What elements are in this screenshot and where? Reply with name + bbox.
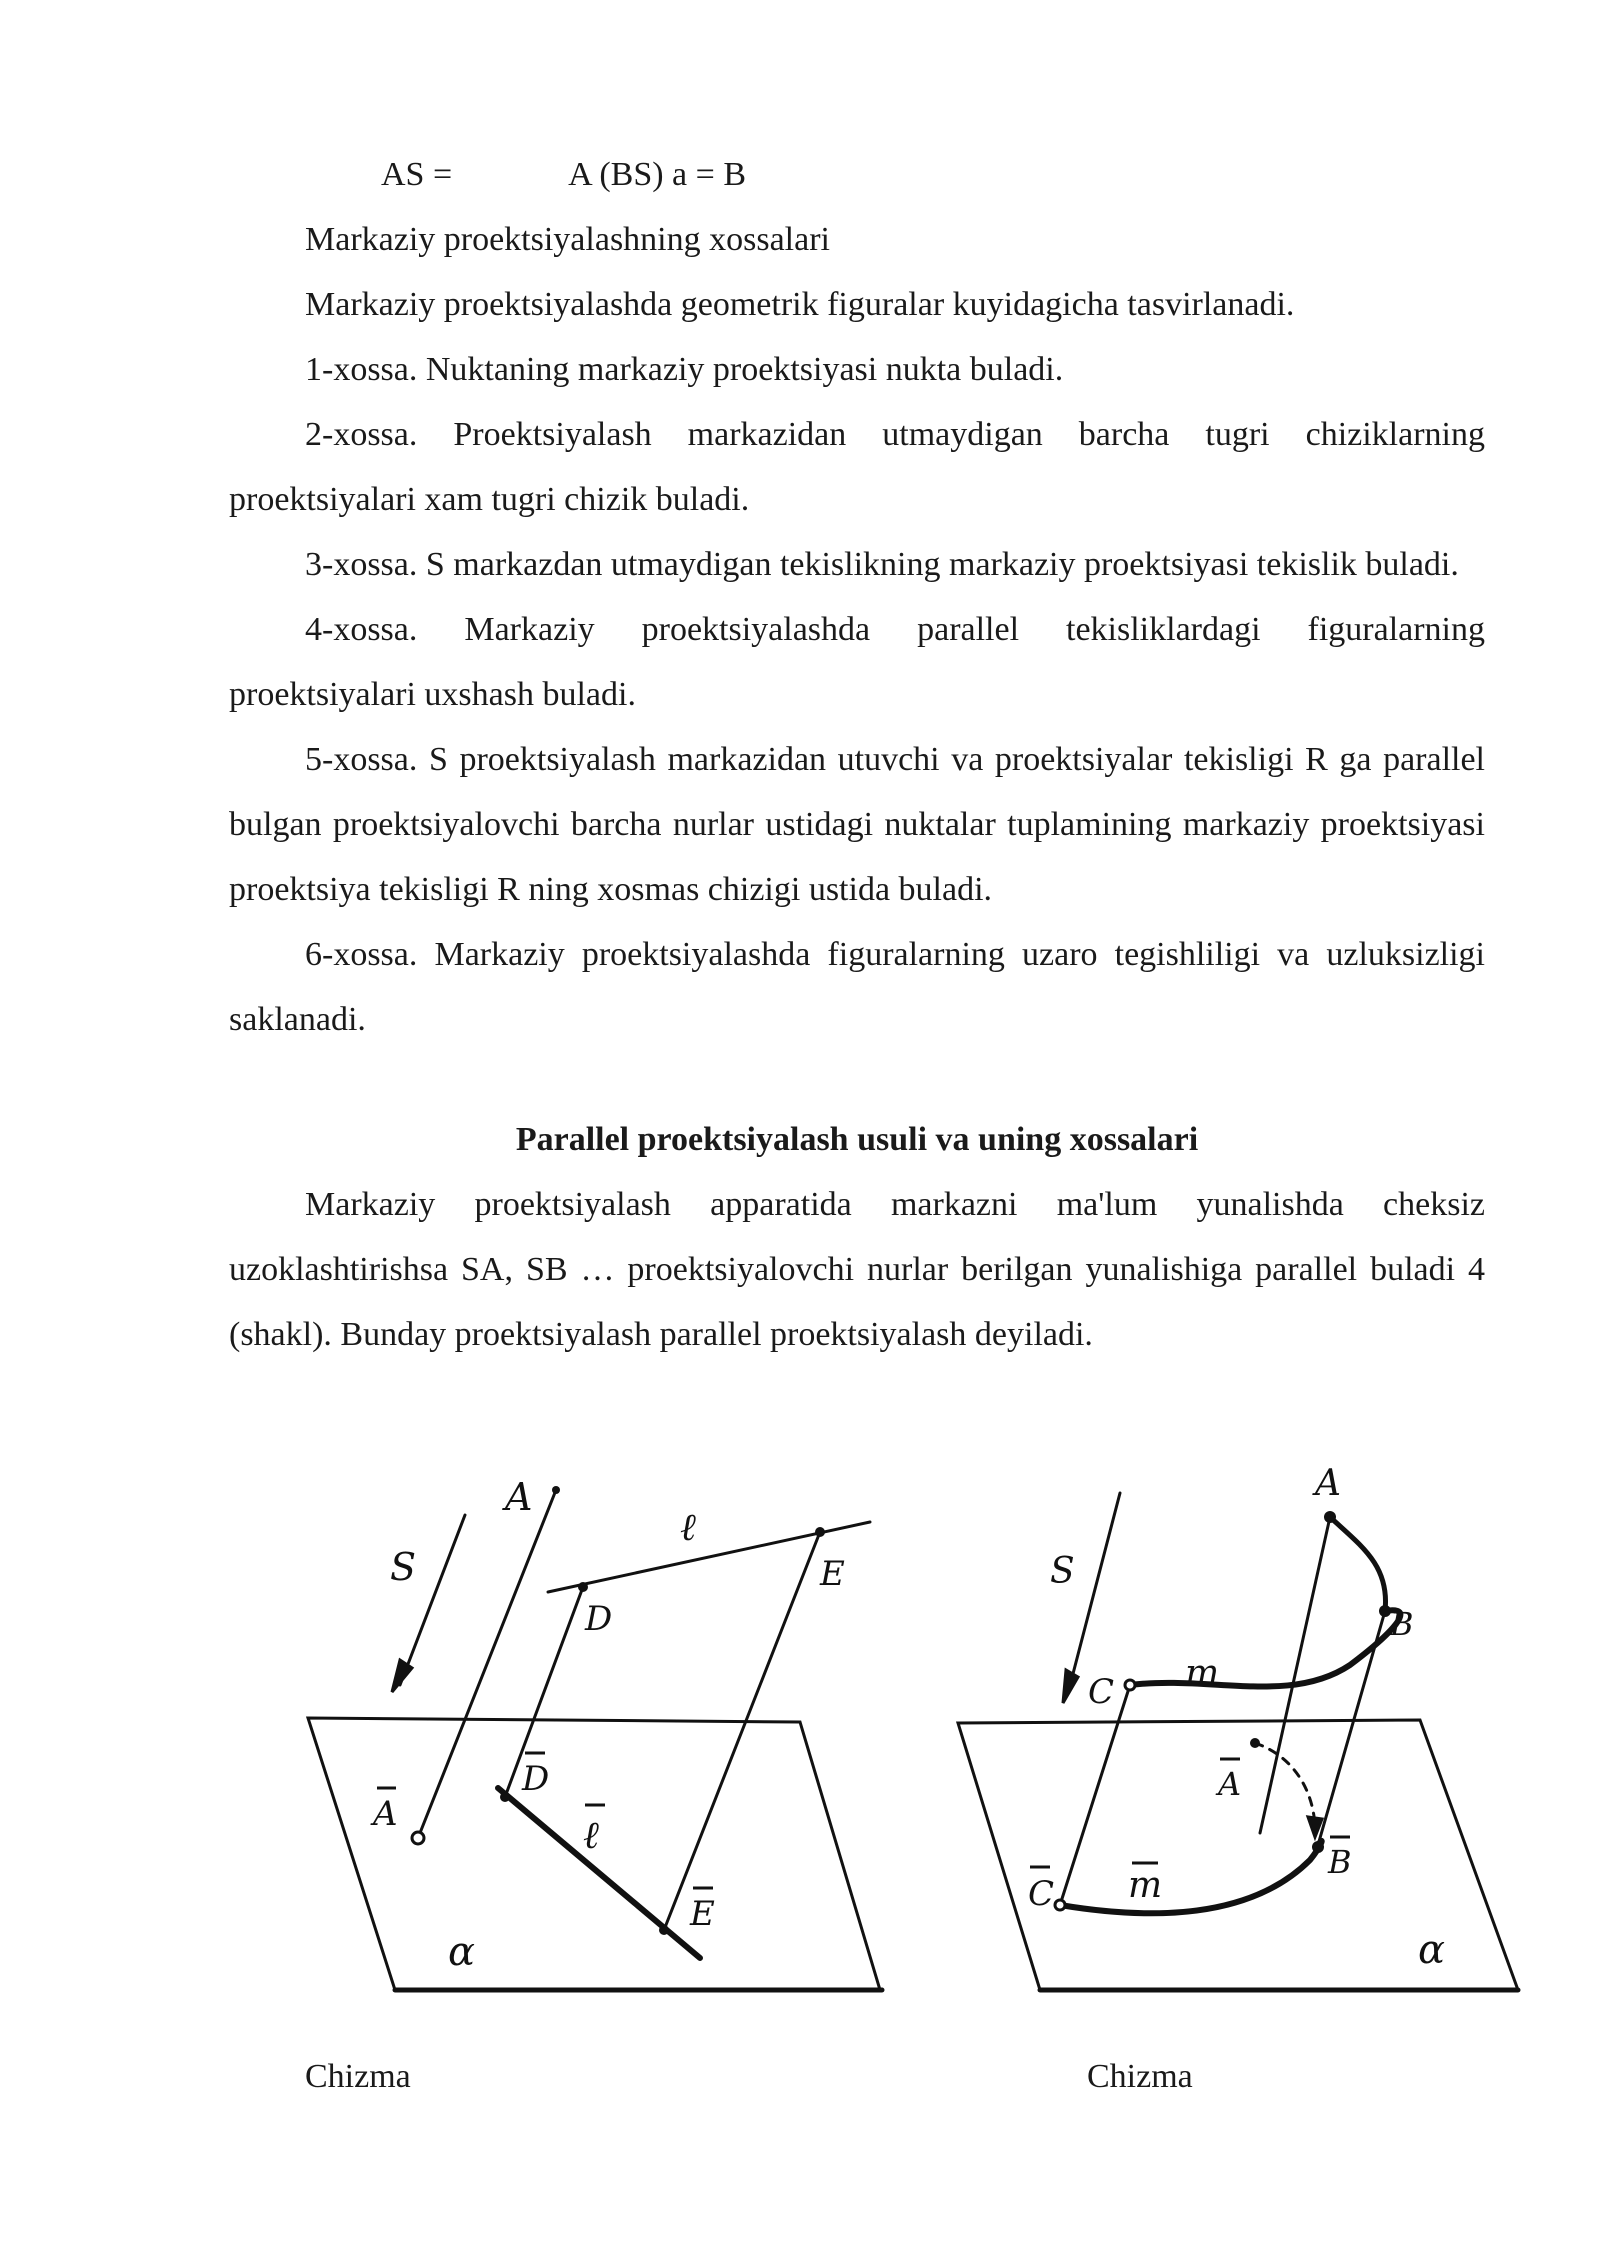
label-d: D: [585, 1599, 613, 1639]
label-e: E: [820, 1554, 845, 1594]
formula-left: AS =: [381, 156, 453, 193]
text-body: [229, 142, 1485, 1367]
label-a: A: [1315, 1465, 1341, 1504]
label-s: S: [1050, 1551, 1075, 1592]
label-a-bar: A: [1218, 1765, 1242, 1803]
label-m: m: [1185, 1653, 1220, 1694]
paragraph: Markaziy proektsiyalashda geometrik figuralar kuyidagicha tasvirlanadi.: [305, 286, 1295, 323]
label-b: B: [1390, 1605, 1414, 1643]
paragraph: Markaziy proektsiyalashning xossalari: [305, 221, 830, 258]
label-l-bar: ℓ: [583, 1813, 599, 1857]
paragraph: 3-xossa. S markazdan utmaydigan tekislikning markaziy proektsiyasi tekislik buladi.: [305, 546, 1459, 583]
formula-line: [229, 142, 1485, 207]
label-alpha: α: [1418, 1927, 1446, 1973]
label-l: ℓ: [680, 1505, 696, 1549]
label-s: S: [390, 1545, 417, 1589]
paragraph: 4-xossa. Markaziy proektsiyalashda parallel tekisliklardagi figuralarning proektsiyalari uxshash buladi.: [229, 611, 1485, 713]
label-d-bar: D: [522, 1759, 550, 1799]
paragraph: 5-xossa. S proektsiyalash markazidan utuvchi va proektsiyalar tekisligi R ga parallel bulgan proektsiyalovchi barcha nurlar ustidagi nuktalar tuplamining markaziy proektsiyasi proektsiya tekisligi R ning xosmas chizigi ustida buladi.: [229, 741, 1485, 908]
figure-parallel-projection-curve: [950, 1465, 1530, 2005]
figure-parallel-projection-line: [300, 1470, 900, 2010]
paragraph: 1-xossa. Nuktaning markaziy proektsiyasi nukta buladi.: [305, 351, 1064, 388]
label-alpha: α: [448, 1929, 476, 1975]
figure-caption: Chizma: [305, 2058, 411, 2095]
label-c: C: [1088, 1672, 1115, 1712]
paragraph: Markaziy proektsiyalash apparatida markazni ma'lum yunalishda cheksiz uzoklashtirishsa SA, SB … proektsiyalovchi nurlar berilgan yunalishiga parallel buladi 4 (shakl). Bunday proektsiyalash parallel proektsiyalash deyiladi.: [229, 1186, 1485, 1353]
paragraph: 6-xossa. Markaziy proektsiyalashda figuralarning uzaro tegishliligi va uzluksizligi saklanadi.: [229, 936, 1485, 1038]
formula-right: A (BS) a = B: [568, 156, 746, 193]
label-e-bar: E: [690, 1894, 715, 1934]
label-c-bar: C: [1028, 1874, 1055, 1914]
label-a-bar: A: [373, 1794, 398, 1834]
paragraph: 2-xossa. Proektsiyalash markazidan utmaydigan barcha tugri chiziklarning proektsiyalari xam tugri chizik buladi.: [229, 416, 1485, 518]
label-b-bar: B: [1328, 1843, 1352, 1881]
section-heading: Parallel proektsiyalash usuli va uning xossalari: [515, 1121, 1199, 1158]
figure-caption: Chizma: [1087, 2058, 1193, 2095]
label-m-bar: m: [1128, 1865, 1163, 1906]
label-a: A: [505, 1475, 533, 1519]
